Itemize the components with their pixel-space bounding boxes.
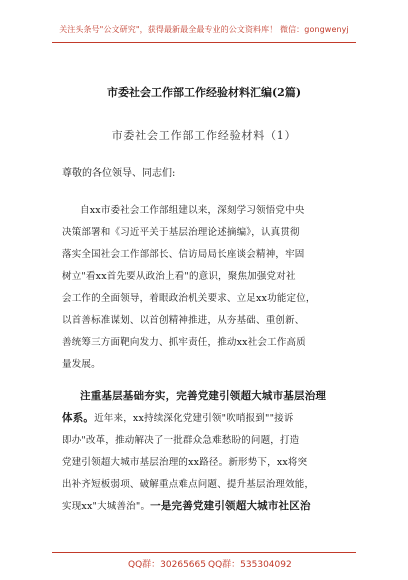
- paragraph-text: 实现xx"大城善治"。: [62, 501, 151, 512]
- top-divider: [52, 42, 356, 43]
- paragraph-line: 善统筹三方面靶向发力、抓牢责任，推动xx社会工作高质: [62, 337, 306, 348]
- paragraph-line: 出补齐短板弱项、破解重点难点问题、提升基层治理效能，: [62, 479, 315, 490]
- bold-lead-tail: 体系。: [62, 412, 95, 424]
- bold-lead: 注重基层基础夯实，完善党建引领超大城市基层治理: [80, 390, 327, 402]
- paragraph-line: 以首善标准谋划、以首创精神推进，从夯基础、重创新、: [62, 315, 305, 326]
- footer-qq-group-2: QQ群：535304092: [208, 560, 292, 570]
- paragraph-line: 量发展。: [62, 359, 101, 370]
- paragraph-text: 近年来，xx持续深化党建引领"吹哨报到""接诉: [94, 413, 294, 424]
- paragraph-line: [62, 410, 294, 425]
- bold-subheading: 一是完善党建引领超大城市社区治: [150, 500, 311, 512]
- paragraph-line: 落实全国社会工作部部长、信访局局长座谈会精神，牢固: [62, 249, 305, 260]
- footer-qq-group-1: QQ群：30265665: [128, 560, 206, 570]
- paragraph-line: [62, 498, 311, 513]
- document-title: 市委社会工作部工作经验材料汇编(2篇): [106, 86, 302, 99]
- bottom-divider: [52, 552, 356, 553]
- top-banner: 关注头条号"公文研究"，获得最新最全最专业的公文资料库！ 微信：gongwenyj: [59, 25, 349, 34]
- paragraph-line: [80, 388, 326, 403]
- salutation: 尊敬的各位领导、同志们:: [62, 168, 176, 179]
- paragraph-line: 党建引领超大城市基层治理的xx路径。新形势下，xx将突: [62, 457, 308, 468]
- paragraph-line: 会工作的全面领导，着眼政治机关要求、立足xx功能定位，: [62, 293, 316, 304]
- paragraph-line: 即办"改革，推动解决了一批群众急难愁盼的问题，打造: [62, 435, 300, 446]
- paragraph-line: 树立"看xx首先要从政治上看"的意识，聚焦加强党对社: [62, 271, 296, 282]
- paragraph-line: 自xx市委社会工作部组建以来，深刻学习领悟党中央: [80, 205, 305, 216]
- section-title: 市委社会工作部工作经验材料（1）: [111, 129, 297, 142]
- paragraph-line: 决策部署和《习近平关于基层治理论述摘编》，认真贯彻: [62, 227, 300, 238]
